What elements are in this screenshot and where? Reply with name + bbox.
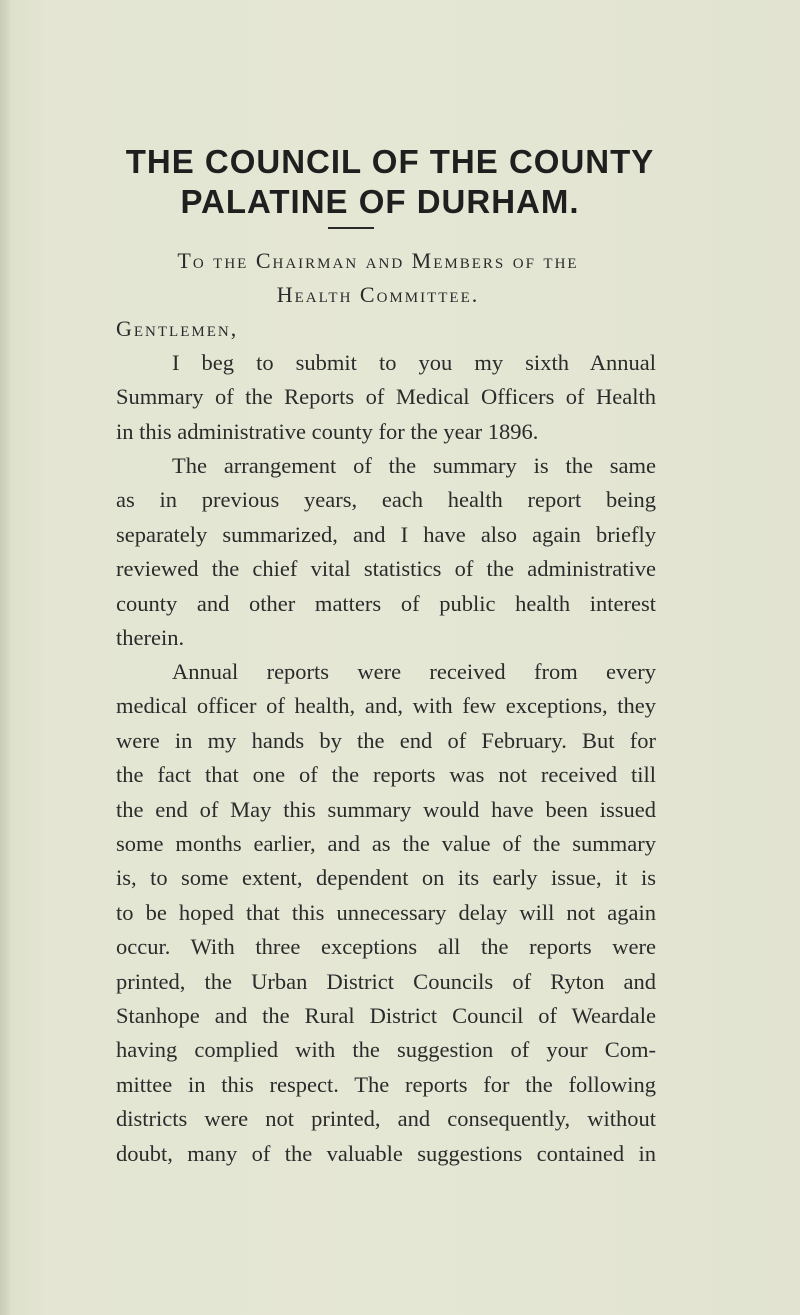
text-line: some months earlier, and as the value of the summary — [116, 831, 656, 857]
text-line: to be hoped that this unnecessary delay will not again — [116, 899, 656, 925]
text-line: having complied with the suggestion of your Com- — [116, 1037, 656, 1063]
text-line: doubt, many of the valuable suggestions contained in — [116, 1140, 656, 1166]
paragraph-3 — [116, 655, 656, 1171]
text-line: occur. With three exceptions all the reports were — [116, 934, 656, 960]
title-divider — [328, 227, 374, 229]
address-line2: Health Committee. — [276, 282, 480, 307]
salutation: Gentlemen, — [116, 316, 239, 341]
council-title-line1: THE COUNCIL OF THE COUNTY — [125, 143, 655, 180]
text-line: the fact that one of the reports was not received till — [116, 762, 656, 788]
text-line: Annual reports were received from every — [172, 659, 656, 684]
text-line: in this administrative county for the year 1896. — [116, 418, 539, 444]
text-line: medical officer of health, and, with few exceptions, they — [116, 693, 656, 719]
paragraph-2 — [116, 449, 656, 655]
text-line: printed, the Urban District Councils of Ryton and — [116, 968, 656, 994]
text-line: Stanhope and the Rural District Council of Weardale — [116, 1003, 656, 1029]
text-line: as in previous years, each health report being — [116, 487, 656, 513]
text-line: were in my hands by the end of February. But for — [116, 727, 656, 753]
text-line: separately summarized, and I have also again briefly — [116, 521, 656, 547]
text-line: reviewed the chief vital statistics of the administrative — [116, 556, 656, 582]
text-line: districts were not printed, and consequently, without — [116, 1106, 656, 1132]
text-line: I beg to submit to you my sixth Annual — [172, 350, 656, 375]
text-line: county and other matters of public health interest — [116, 590, 656, 616]
council-title-line2: PALATINE OF DURHAM. — [180, 183, 580, 220]
text-line: therein. — [116, 625, 185, 651]
paragraph-1 — [116, 346, 656, 449]
text-line: The arrangement of the summary is the same — [172, 453, 656, 478]
text-line: Summary of the Reports of Medical Officers of Health — [116, 384, 656, 410]
address-line1: To the Chairman and Members of the — [177, 248, 579, 273]
text-line: is, to some extent, dependent on its early issue, it is — [116, 865, 656, 891]
text-line: the end of May this summary would have been issued — [116, 796, 656, 822]
text-line: mittee in this respect. The reports for the following — [116, 1071, 656, 1097]
